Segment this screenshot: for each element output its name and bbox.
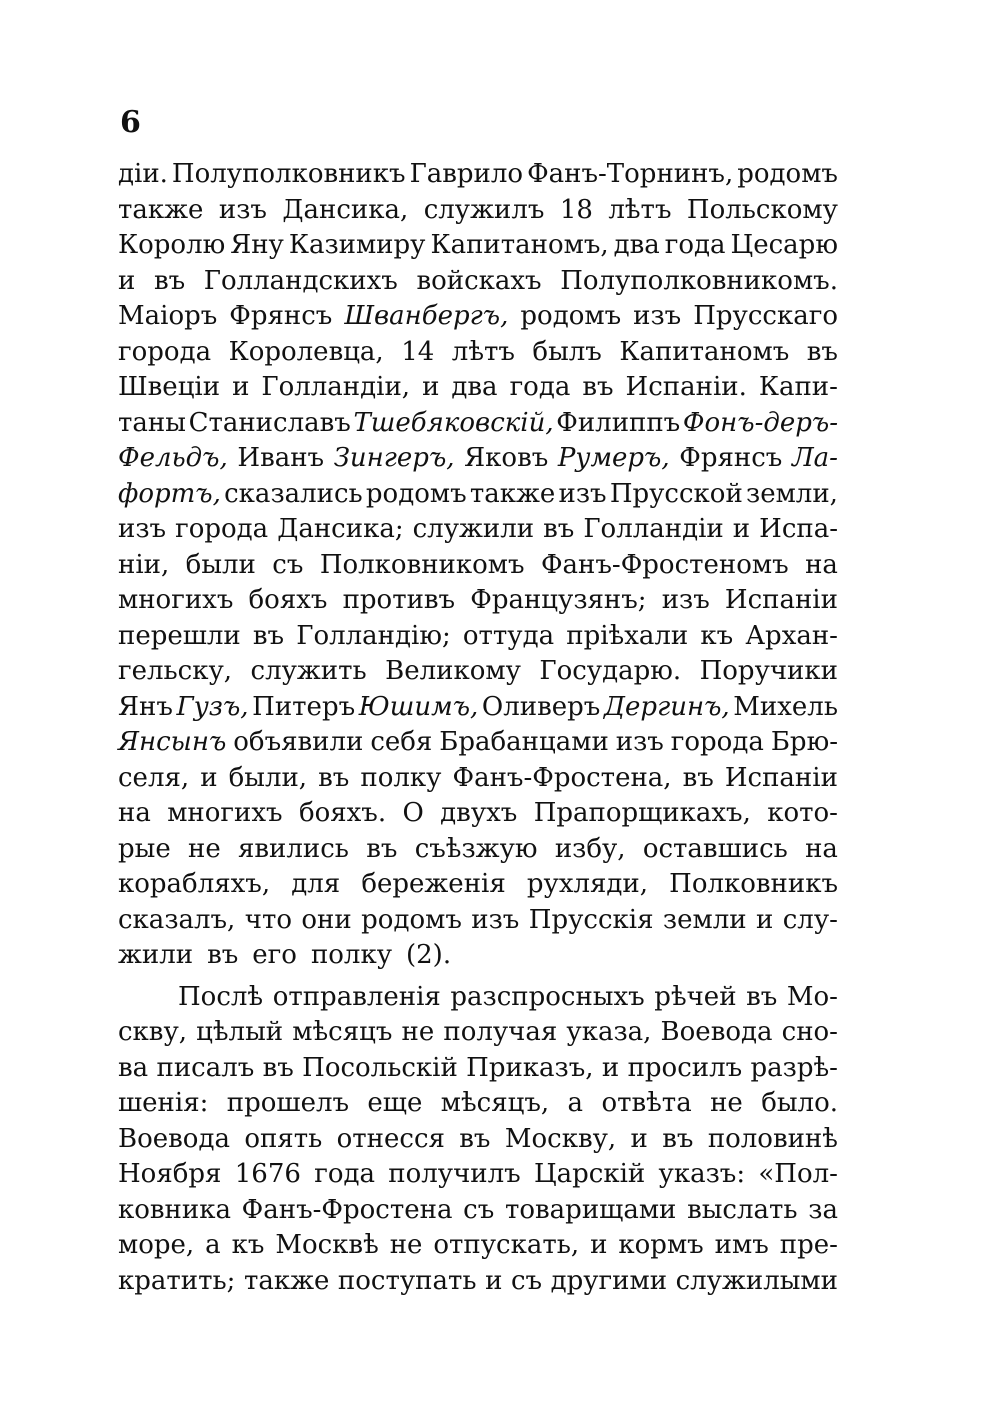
word: 1676 xyxy=(234,1159,301,1189)
paragraph-2 xyxy=(118,980,838,1300)
word: и xyxy=(590,1230,608,1260)
word: Юшимъ, xyxy=(358,691,479,722)
word: Поручики xyxy=(699,656,838,686)
word: его xyxy=(252,940,297,970)
word: Фанъ-Фростена, xyxy=(452,762,672,793)
word: Царскій xyxy=(533,1159,646,1189)
body-text xyxy=(118,157,838,1299)
word: былъ xyxy=(532,336,602,367)
text-line xyxy=(118,370,838,406)
word: и xyxy=(422,372,440,402)
word: себя xyxy=(370,727,433,757)
word: Дансика; xyxy=(277,514,404,544)
word: на xyxy=(805,833,838,864)
word: также xyxy=(469,478,556,509)
word: не xyxy=(389,1230,423,1260)
word: явились xyxy=(238,833,349,864)
word: къ xyxy=(700,620,734,651)
word: рухляди, xyxy=(526,869,649,899)
word: діи. xyxy=(118,159,168,189)
word: многихъ xyxy=(118,585,234,615)
word: съ xyxy=(272,549,304,580)
word: Голландіи xyxy=(583,514,724,544)
word: еще xyxy=(367,1088,423,1118)
word: въ xyxy=(262,1052,294,1083)
word: Румеръ, xyxy=(557,443,670,473)
word: разрѣ- xyxy=(750,1052,838,1083)
word: Гузъ, xyxy=(176,691,249,722)
word: и xyxy=(630,1123,648,1154)
word: не xyxy=(188,833,221,864)
word: кото- xyxy=(767,798,838,828)
word: для xyxy=(291,869,341,899)
word: Польскому xyxy=(686,194,838,225)
word: въ xyxy=(318,762,350,793)
word: 18 xyxy=(559,194,593,225)
word: земли, xyxy=(746,478,838,509)
word: опять xyxy=(244,1123,323,1154)
word: Казимиру xyxy=(288,230,426,260)
word: объявили xyxy=(233,727,364,757)
page-number: 6 xyxy=(120,105,141,140)
word: Государю. xyxy=(539,656,682,686)
word: пре- xyxy=(779,1230,838,1260)
word: Яну xyxy=(230,230,284,260)
text-line xyxy=(118,1157,838,1193)
word: въ xyxy=(459,1123,491,1154)
word: и xyxy=(200,762,218,793)
word: въ xyxy=(252,620,285,651)
word: изъ xyxy=(633,301,682,331)
text-line xyxy=(118,157,838,193)
word: Испа- xyxy=(759,514,838,544)
word: Тшебяковскій, xyxy=(353,407,554,438)
word: 14 xyxy=(401,336,435,367)
word: и xyxy=(485,1265,503,1296)
word: получая xyxy=(443,1017,558,1047)
word: съѣзжую xyxy=(414,833,538,864)
word: и xyxy=(732,514,751,544)
word: кормъ xyxy=(618,1230,704,1260)
word: рые xyxy=(118,833,171,864)
word: Испаніи. xyxy=(625,372,747,402)
word: половинѣ xyxy=(707,1123,838,1154)
word: поступать xyxy=(337,1265,477,1296)
text-line xyxy=(118,690,838,726)
word: города xyxy=(670,727,764,757)
word: цѣлый xyxy=(196,1017,284,1047)
text-line xyxy=(118,1086,838,1122)
word: скву, xyxy=(118,1017,188,1047)
word: въ xyxy=(543,514,575,544)
text-line xyxy=(118,477,838,513)
word: пріѣхали xyxy=(566,620,689,651)
word: разспросныхъ xyxy=(450,981,645,1012)
word: за xyxy=(808,1194,838,1225)
word: города xyxy=(118,336,212,367)
word: Фанъ-Торнинъ, xyxy=(527,159,734,189)
word: изъ xyxy=(615,727,664,757)
word: было. xyxy=(761,1088,838,1118)
word: Голландіи, xyxy=(261,372,411,402)
word: также xyxy=(243,1265,330,1296)
word: изъ xyxy=(558,478,607,509)
word: корабляхъ, xyxy=(118,869,271,899)
word: товарищами xyxy=(505,1194,677,1225)
word: года xyxy=(314,1159,375,1189)
word: имъ xyxy=(714,1230,769,1260)
word: въ xyxy=(153,265,186,296)
word: изъ xyxy=(218,194,267,225)
word: другими xyxy=(550,1265,668,1296)
word: Полковникомъ xyxy=(319,549,525,580)
text-line xyxy=(118,619,838,655)
word: О xyxy=(402,798,424,828)
word: не xyxy=(710,1088,743,1118)
word: изъ xyxy=(118,514,167,544)
word: Архан- xyxy=(745,620,838,651)
word: не xyxy=(401,1017,435,1047)
word: сно- xyxy=(781,1017,838,1047)
text-line xyxy=(118,335,838,371)
word: фортъ, xyxy=(118,478,221,509)
word: указа, xyxy=(566,1017,652,1047)
text-line xyxy=(118,193,838,229)
word: въ xyxy=(746,981,778,1012)
word: два xyxy=(613,230,660,260)
word: Дансика, xyxy=(282,194,409,225)
word: «Пол- xyxy=(758,1159,838,1189)
word: года xyxy=(664,230,726,260)
word: ніи, xyxy=(118,549,170,580)
text-line xyxy=(118,832,838,868)
word: отвѣта xyxy=(601,1088,692,1118)
word: Французянъ; xyxy=(470,585,647,615)
word: Фельдъ, xyxy=(118,443,228,473)
word: родомъ xyxy=(520,301,622,331)
word: Фрянсъ xyxy=(229,301,333,331)
text-line xyxy=(118,441,838,477)
paragraph-1 xyxy=(118,157,838,974)
word: года xyxy=(509,372,571,402)
word: родомъ xyxy=(737,159,838,189)
word: селя, xyxy=(118,762,190,793)
word: мѣсяцъ xyxy=(292,1017,393,1047)
word: Посольскій xyxy=(302,1052,458,1083)
word: на xyxy=(805,549,838,580)
word: бояхъ xyxy=(248,585,328,615)
text-line xyxy=(118,1193,838,1229)
word: лѣтъ xyxy=(608,194,672,225)
word: отправленія xyxy=(272,981,441,1012)
word: они xyxy=(301,904,352,935)
word: мѣсяцъ, xyxy=(440,1088,550,1118)
word: съ xyxy=(510,1265,543,1296)
word: оставшись xyxy=(642,833,788,864)
word: Зингеръ, xyxy=(333,443,455,473)
text-line xyxy=(118,512,838,548)
word: Цесарю xyxy=(730,230,838,260)
word: войскахъ xyxy=(416,265,542,296)
word: Ла- xyxy=(791,443,838,473)
word: слу- xyxy=(782,904,838,935)
word: къ xyxy=(231,1230,265,1260)
word: Оливеръ xyxy=(481,691,601,722)
word: Фонъ-деръ- xyxy=(682,407,838,438)
word: противъ xyxy=(342,585,456,615)
word: таны xyxy=(118,407,186,438)
word: служить xyxy=(250,656,367,686)
word: а xyxy=(205,1230,221,1260)
text-line xyxy=(118,299,838,335)
word: служили xyxy=(412,514,535,544)
word: ковника xyxy=(118,1194,231,1225)
word: Шванбергъ, xyxy=(344,301,509,331)
word: что xyxy=(244,904,292,935)
word: Гаврило xyxy=(409,159,524,189)
word: Королю xyxy=(118,230,226,260)
word: ва xyxy=(118,1052,149,1083)
word: рѣчей xyxy=(654,981,737,1012)
word: Филиппъ xyxy=(556,407,681,438)
text-line xyxy=(118,761,838,797)
text-line xyxy=(118,1015,838,1051)
word: земли xyxy=(662,904,747,935)
text-line xyxy=(118,980,838,1016)
text-line xyxy=(118,796,838,832)
text-line xyxy=(118,1051,838,1087)
word: Голландію; xyxy=(296,620,451,651)
word: въ xyxy=(582,372,614,402)
word: а xyxy=(567,1088,584,1118)
word: Брю- xyxy=(770,727,838,757)
text-line xyxy=(118,1122,838,1158)
word: кратить; xyxy=(118,1265,236,1296)
word: шенія: xyxy=(118,1088,209,1118)
word: въ xyxy=(366,833,398,864)
word: Яковъ xyxy=(464,443,549,473)
text-line xyxy=(118,1228,838,1264)
word: просилъ xyxy=(627,1052,743,1083)
word: и xyxy=(232,372,250,402)
text-line xyxy=(118,938,838,974)
word: Маіоръ xyxy=(118,301,218,331)
word: родомъ xyxy=(361,904,462,935)
word: Полуполковникъ xyxy=(171,159,406,189)
word: Москву, xyxy=(504,1123,617,1154)
text-line xyxy=(118,867,838,903)
text-line xyxy=(118,654,838,690)
word: два xyxy=(451,372,498,402)
word: Воевода xyxy=(118,1123,230,1154)
word: Полуполковникомъ. xyxy=(560,265,838,296)
word: города xyxy=(175,514,269,544)
word: въ xyxy=(682,762,714,793)
word: отнесся xyxy=(336,1123,445,1154)
text-line xyxy=(118,548,838,584)
word: Станиславъ xyxy=(188,407,351,438)
word: указъ: xyxy=(658,1159,746,1189)
word: были, xyxy=(228,762,308,793)
text-line xyxy=(118,406,838,442)
text-line xyxy=(118,264,838,300)
word: двухъ xyxy=(440,798,518,828)
text-line xyxy=(118,1264,838,1300)
word: Швеціи xyxy=(118,372,221,402)
word: море, xyxy=(118,1230,195,1260)
word: и xyxy=(118,265,136,296)
word: на xyxy=(118,798,151,828)
word: (2). xyxy=(406,940,452,970)
word: выслать xyxy=(687,1194,798,1225)
word: сказалъ, xyxy=(118,904,236,935)
word: Янсынъ xyxy=(118,727,227,757)
word: служилыми xyxy=(675,1265,838,1296)
word: Москвѣ xyxy=(275,1230,379,1260)
word: полку xyxy=(310,940,392,970)
word: Капи- xyxy=(758,372,838,402)
word: Дергинъ, xyxy=(603,691,730,722)
word: полку xyxy=(360,762,442,793)
word: изъ xyxy=(471,904,520,935)
word: Питеръ xyxy=(252,691,356,722)
word: Мо- xyxy=(786,981,838,1012)
word: съ xyxy=(463,1194,495,1225)
word: Иванъ xyxy=(237,443,325,473)
text-line xyxy=(118,583,838,619)
word: въ xyxy=(662,1123,694,1154)
word: Прусскаго xyxy=(693,301,838,331)
word: сказались xyxy=(224,478,363,509)
word: перешли xyxy=(118,620,241,651)
word: Ноября xyxy=(118,1159,222,1189)
word: Прапорщикахъ, xyxy=(533,798,751,828)
word: береженія xyxy=(361,869,506,899)
word: и xyxy=(755,904,774,935)
word: Прусской xyxy=(609,478,743,509)
word: въ xyxy=(207,940,239,970)
word: оттуда xyxy=(462,620,555,651)
word: писалъ xyxy=(156,1052,255,1083)
word: изъ xyxy=(661,585,710,615)
word: Испаніи xyxy=(724,762,838,793)
word: лѣтъ xyxy=(451,336,515,367)
word: Испаніи xyxy=(724,585,838,615)
word: Капитаномъ, xyxy=(430,230,609,260)
word: избу, xyxy=(554,833,626,864)
word: Фанъ-Фростеномъ xyxy=(540,549,789,580)
word: также xyxy=(118,194,204,225)
word: гельску, xyxy=(118,656,233,686)
word: Голландскихъ xyxy=(203,265,398,296)
text-line xyxy=(118,903,838,939)
word: Михель xyxy=(733,691,838,722)
text-line xyxy=(118,228,838,264)
word: были xyxy=(185,549,256,580)
word: жили xyxy=(118,940,194,970)
word: и xyxy=(601,1052,620,1083)
word: Воевода xyxy=(660,1017,773,1047)
word: Янъ xyxy=(118,691,173,722)
word: бояхъ. xyxy=(298,798,387,828)
word: Капитаномъ xyxy=(619,336,790,367)
word: Великому xyxy=(385,656,521,686)
word: родомъ xyxy=(365,478,467,509)
word: отпускать, xyxy=(433,1230,580,1260)
word: многихъ xyxy=(167,798,283,828)
word: Прусскія xyxy=(528,904,654,935)
word: получилъ xyxy=(388,1159,521,1189)
word: Фанъ-Фростена xyxy=(241,1194,453,1225)
word: Приказъ, xyxy=(466,1052,594,1083)
word: служилъ xyxy=(423,194,545,225)
text-line xyxy=(118,725,838,761)
word: прошелъ xyxy=(226,1088,350,1118)
word: Брабанцами xyxy=(439,727,609,757)
word: Королевца, xyxy=(228,336,384,367)
word: въ xyxy=(806,336,838,367)
word: Послѣ xyxy=(178,981,264,1012)
word: Фрянсъ xyxy=(679,443,783,473)
word: Полковникъ xyxy=(669,869,838,899)
